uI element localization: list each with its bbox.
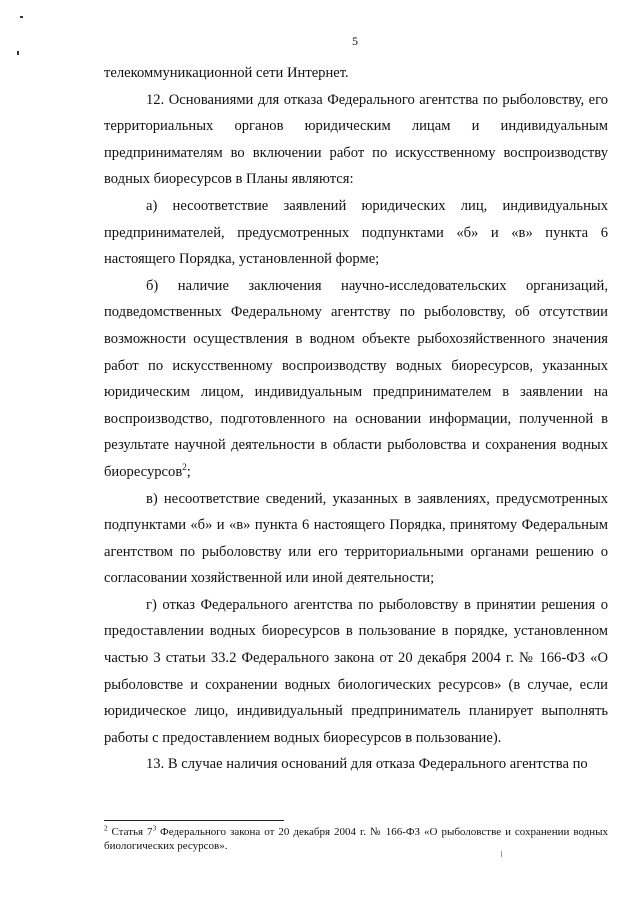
paragraph-subitem-b-end: ; — [186, 463, 191, 480]
scan-artifact — [17, 51, 19, 55]
paragraph-subitem-a: а) несоответствие заявлений юридических лиц, индивидуальных предпринимателей, предусмотренных подпунктами «б» и «в» пункта 6 настоящего Порядка, установленной форме; — [104, 197, 608, 268]
paragraph-subitem-v: в) несоответствие сведений, указанных в заявлениях, предусмотренных подпунктами «б» и «в» пункта 6 настоящего Порядка, принятому Федеральным агентством по рыболовству или его территориальными органами решению о согласовании хозяйственной или иной деятельности; — [104, 490, 608, 587]
footnote-divider — [104, 820, 284, 821]
page-number: 5 — [352, 34, 358, 48]
paragraph-item-12: 12. Основаниями для отказа Федерального агентства по рыболовству, его территориальных органов юридическим лицам и индивидуальным предпринимателям во включении работ по искусственному воспроизводству водных биоресурсов в Планы являются: — [104, 91, 608, 188]
paragraph-item-13: 13. В случае наличия оснований для отказа Федерального агентства по — [146, 756, 588, 773]
footnote-text-end: Федерального закона от 20 декабря 2004 г. № 166-ФЗ «О рыболовстве и сохранении водных биологических ресурсов». — [104, 826, 608, 852]
footnote-marker: 2 — [104, 824, 108, 833]
paragraph-subitem-b — [104, 273, 608, 486]
scan-artifact — [20, 16, 23, 18]
footnote-text-start: Статья 7 — [107, 826, 153, 838]
footnote-article-superscript: 3 — [152, 824, 157, 833]
footnote — [104, 825, 608, 853]
document-body — [104, 60, 608, 778]
footnote-reference[interactable]: 2 — [182, 462, 187, 473]
paragraph-subitem-b-text: б) наличие заключения научно-исследовательских организаций, подведомственных Федеральному агентству по рыболовству, об отсутствии возможности осуществления в водном объекте рыбохозяйственного значения работ по искусственному воспроизводству водных биоресурсов, указанных юридическим лицом, индивидуальным предпринимателем в заявлении на воспроизводство, подготовленного на основании информации, полученной в результате научной деятельности в области рыболовства и сохранения водных биоресурсов — [104, 277, 608, 480]
paragraph-continuation: телекоммуникационной сети Интернет. — [104, 65, 349, 81]
paragraph-subitem-g: г) отказ Федерального агентства по рыболовству в принятии решения о предоставлении водных биоресурсов в пользование в порядке, установленном частью 3 статьи 33.2 Федерального закона от 20 декабря 2004 г. № 166-ФЗ «О рыболовстве и сохранении водных биологических ресурсов» (в случае, если юридическое лицо, индивидуальный предприниматель планирует выполнять работы с предоставлением водных биоресурсов в пользование). — [104, 596, 608, 746]
